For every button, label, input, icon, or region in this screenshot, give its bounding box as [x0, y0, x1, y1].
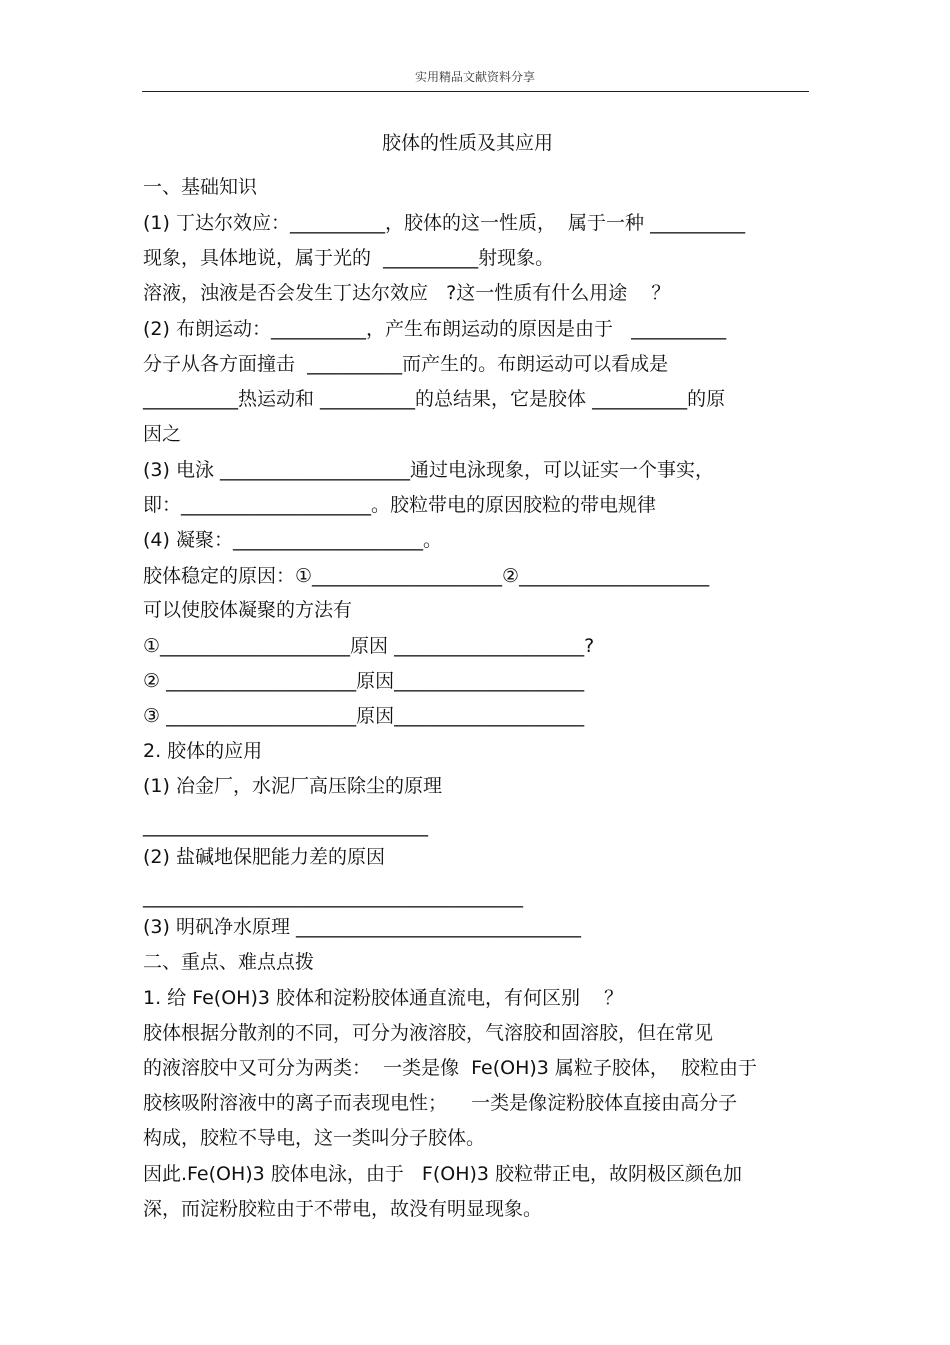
text-line: 深，而淀粉胶粒由于不带电，故没有明显现象。 [143, 1198, 543, 1220]
text-line: (3) 电泳 ____________________通过电泳现象，可以证实一个事实， [143, 459, 714, 481]
text-line: 胶体稳定的原因：①____________________②____________________ [143, 565, 710, 587]
text-line: 可以使胶体凝聚的方法有 [143, 599, 353, 621]
text-line: ③ ____________________原因____________________ [143, 705, 585, 727]
section-heading-applications: 2. 胶体的应用 [143, 740, 263, 762]
text-line: 胶体根据分散剂的不同，可分为液溶胶，气溶胶和固溶胶，但在常见 [143, 1022, 714, 1044]
text-line: (2) 布朗运动：__________，产生布朗运动的原因是由于 __________ [143, 318, 727, 340]
text-line: (4) 凝聚：____________________。 [143, 529, 442, 551]
text-line: (2) 盐碱地保肥能力差的原因 [143, 846, 385, 868]
text-line: (1) 冶金厂，水泥厂高压除尘的原理 [143, 775, 442, 797]
page-header: 实用精品文献资料分享 [414, 70, 535, 84]
answer-blank: ______________________________ [143, 815, 428, 837]
text-line: (1) 丁达尔效应：__________，胶体的这一性质， 属于一种 __________ [143, 212, 746, 234]
answer-blank: ________________________________________ [143, 886, 523, 908]
text-line: 即：____________________。胶粒带电的原因胶粒的带电规律 [143, 494, 657, 516]
text-line: __________热运动和 __________的总结果，它是胶体 __________的原 [143, 388, 726, 410]
text-line: 因此.Fe(OH)3 胶体电泳，由于 F(OH)3 胶粒带正电，故阴极区颜色加 [143, 1163, 743, 1185]
document-title: 胶体的性质及其应用 [381, 132, 553, 154]
text-line: 现象，具体地说，属于光的 __________射现象。 [143, 247, 555, 269]
text-line: 溶液，浊液是否会发生丁达尔效应 ?这一性质有什么用途 ？ [143, 282, 671, 304]
text-line: ② ____________________原因____________________ [143, 670, 585, 692]
text-line: 的液溶胶中又可分为两类： 一类是像 Fe(OH)3 属粒子胶体， 胶粒由于 [143, 1057, 758, 1079]
section-heading-keypoints: 二、重点、难点点拨 [143, 951, 315, 973]
text-line: 构成，胶粒不导电，这一类叫分子胶体。 [143, 1127, 486, 1149]
text-line: ①____________________原因 ____________________? [143, 635, 595, 657]
text-line: 因之 [143, 423, 182, 445]
section-heading-basics: 一、基础知识 [143, 176, 258, 198]
header-rule [142, 91, 809, 92]
text-line: 1. 给 Fe(OH)3 胶体和淀粉胶体通直流电，有何区别 ？ [143, 987, 624, 1009]
text-line: 分子从各方面撞击 __________而产生的。布朗运动可以看成是 [143, 353, 669, 375]
text-line: (3) 明矾净水原理 ______________________________ [143, 916, 581, 938]
text-line: 胶核吸附溶液中的离子而表现电性； 一类是像淀粉胶体直接由高分子 [143, 1092, 738, 1114]
